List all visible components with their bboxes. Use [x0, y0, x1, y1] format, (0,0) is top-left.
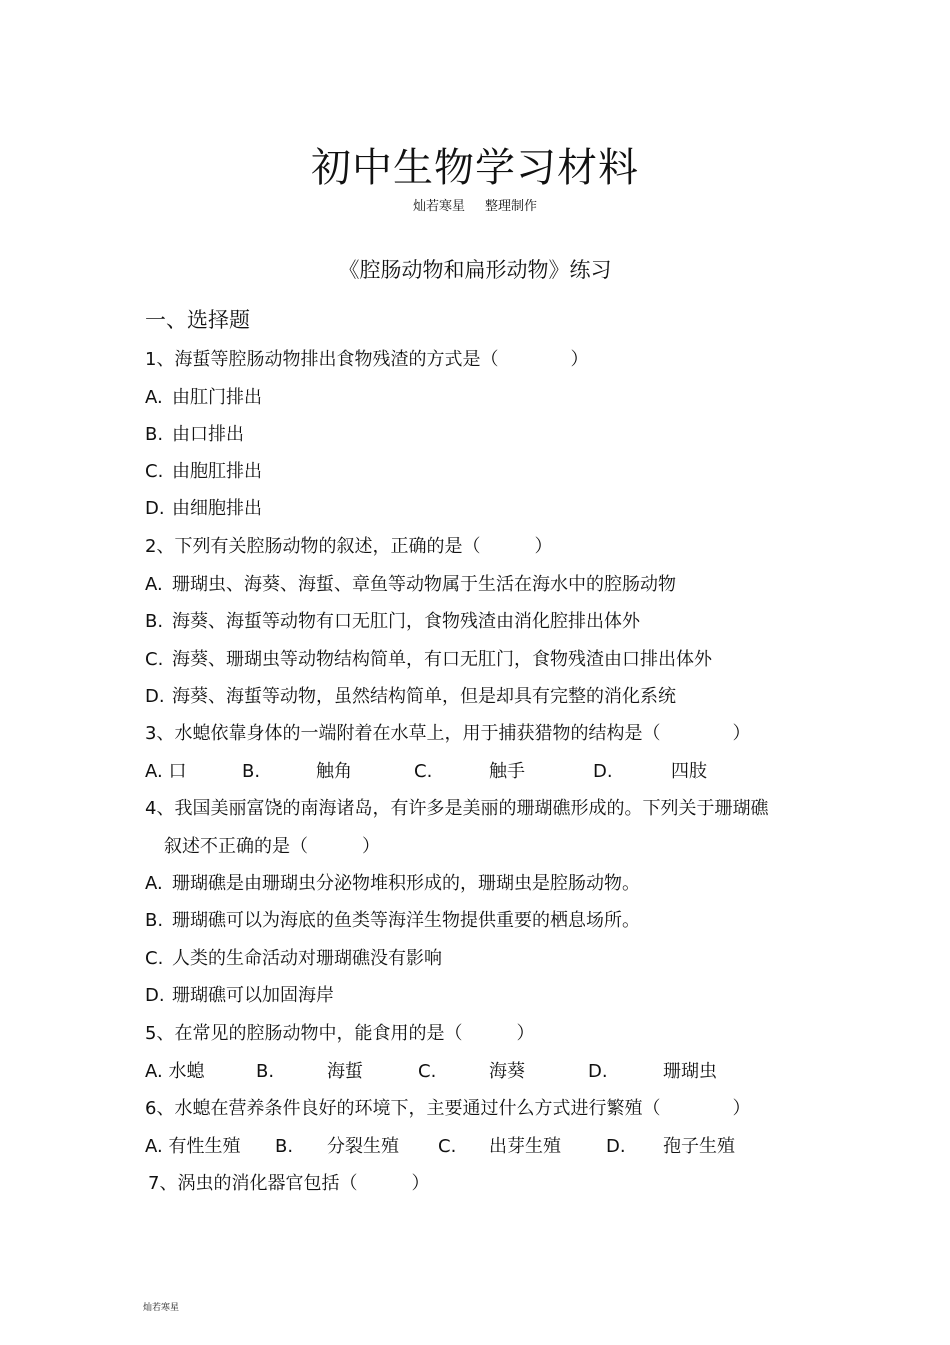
- option-text: 由细胞排出: [172, 498, 262, 519]
- question-3-option-b-letter: B.: [242, 761, 261, 782]
- option-letter: C.: [145, 948, 164, 969]
- question-4-option-b: [145, 909, 640, 933]
- question-3-option-c-letter: C.: [414, 761, 433, 782]
- option-letter: A.: [145, 873, 163, 894]
- option-text: 珊瑚礁可以为海底的鱼类等海洋生物提供重要的栖息场所。: [172, 910, 640, 931]
- question-2-option-d: [145, 685, 676, 709]
- question-6-stem: 6、水螅在营养条件良好的环境下，主要通过什么方式进行繁殖（ ）: [145, 1098, 751, 1119]
- question-3-option-a: A. 口: [145, 761, 187, 782]
- question-5-option-c-letter: C.: [418, 1061, 437, 1082]
- section-heading: 一、选择题: [145, 308, 250, 332]
- option-text: 珊瑚礁是由珊瑚虫分泌物堆积形成的，珊瑚虫是腔肠动物。: [172, 873, 640, 894]
- question-4-option-d: [145, 984, 334, 1008]
- question-6-option-b-letter: B.: [275, 1136, 294, 1157]
- option-text: 海葵、海蜇等动物有口无肛门，食物残渣由消化腔排出体外: [172, 611, 640, 632]
- option-text: 由口排出: [172, 424, 244, 445]
- question-3-option-c-text: 触手: [489, 761, 525, 782]
- option-letter: B.: [145, 611, 164, 632]
- page-footer: 灿若寒星: [143, 1303, 180, 1313]
- question-3-option-d-letter: D.: [593, 761, 613, 782]
- question-3-option-d-text: 四肢: [671, 761, 707, 782]
- question-5-option-d-text: 珊瑚虫: [663, 1061, 717, 1082]
- page-title: 初中生物学习材料: [311, 145, 639, 191]
- question-6-option-a: A. 有性生殖: [145, 1136, 241, 1157]
- question-4-option-a: [145, 872, 640, 896]
- question-5-option-b-letter: B.: [256, 1061, 275, 1082]
- question-6-option-d-text: 孢子生殖: [663, 1136, 735, 1157]
- option-text: 由胞肛排出: [172, 461, 262, 482]
- question-1-option-c: [145, 460, 262, 484]
- question-6-option-b-text: 分裂生殖: [327, 1136, 399, 1157]
- question-2-option-b: [145, 610, 640, 634]
- question-2-option-a: [145, 573, 676, 597]
- option-letter: D.: [145, 985, 165, 1006]
- option-text: 珊瑚虫、海葵、海蜇、章鱼等动物属于生活在海水中的腔肠动物: [172, 574, 676, 595]
- question-5-option-a: A. 水螅: [145, 1061, 205, 1082]
- exercise-title: 《腔肠动物和扁形动物》练习: [338, 258, 612, 282]
- option-letter: B.: [145, 424, 164, 445]
- option-letter: A.: [145, 574, 163, 595]
- question-5-option-b-text: 海蜇: [327, 1061, 363, 1082]
- option-text: 海葵、珊瑚虫等动物结构简单，有口无肛门，食物残渣由口排出体外: [172, 649, 712, 670]
- option-text: 海葵、海蜇等动物，虽然结构简单，但是却具有完整的消化系统: [172, 686, 676, 707]
- option-text: 人类的生命活动对珊瑚礁没有影响: [172, 948, 442, 969]
- byline: [0, 195, 950, 214]
- option-letter: A.: [145, 387, 163, 408]
- option-letter: B.: [145, 910, 164, 931]
- question-5-option-c-text: 海葵: [489, 1061, 525, 1082]
- question-6-option-c-text: 出芽生殖: [489, 1136, 561, 1157]
- option-letter: C.: [145, 649, 164, 670]
- question-6-option-c-letter: C.: [438, 1136, 457, 1157]
- question-2-option-c: [145, 648, 712, 672]
- question-4-option-c: [145, 947, 442, 971]
- question-1-option-a: [145, 386, 262, 410]
- option-letter: D.: [145, 498, 165, 519]
- question-4-stem-continued: 叙述不正确的是（ ）: [164, 836, 380, 857]
- option-letter: C.: [145, 461, 164, 482]
- option-text: 由肛门排出: [172, 387, 262, 408]
- option-text: 珊瑚礁可以加固海岸: [172, 985, 334, 1006]
- option-letter: D.: [145, 686, 165, 707]
- question-1-option-b: [145, 423, 244, 447]
- question-1-option-d: [145, 497, 262, 521]
- question-6-option-d-letter: D.: [606, 1136, 626, 1157]
- question-7-stem: 7、涡虫的消化器官包括（ ）: [148, 1173, 430, 1194]
- question-1-stem: 1、海蜇等腔肠动物排出食物残渣的方式是（ ）: [145, 349, 589, 370]
- question-4-stem: 4、我国美丽富饶的南海诸岛，有许多是美丽的珊瑚礁形成的。下列关于珊瑚礁: [145, 798, 769, 819]
- question-3-stem: 3、水螅依靠身体的一端附着在水草上，用于捕获猎物的结构是（ ）: [145, 723, 751, 744]
- question-5-option-d-letter: D.: [588, 1061, 608, 1082]
- question-5-stem: 5、在常见的腔肠动物中，能食用的是（ ）: [145, 1023, 535, 1044]
- question-3-option-b-text: 触角: [316, 761, 352, 782]
- question-2-stem: 2、下列有关腔肠动物的叙述，正确的是（ ）: [145, 536, 553, 557]
- byline-note: 整理制作: [485, 199, 538, 214]
- byline-author: 灿若寒星: [412, 199, 465, 214]
